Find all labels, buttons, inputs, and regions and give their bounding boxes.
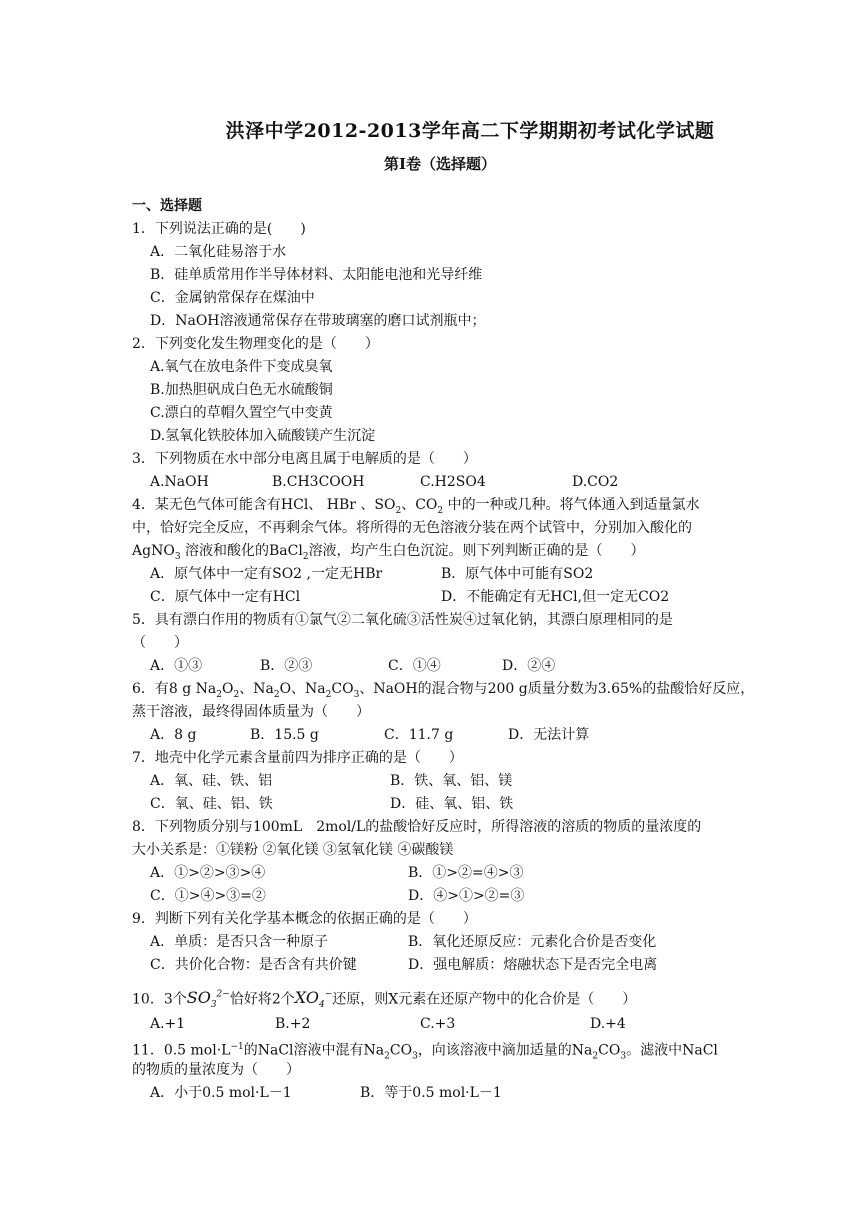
option-d: D．不能确定有无HCl,但一定无CO2: [441, 589, 670, 605]
option-b: B.加热胆矾成白色无水硫酸铜: [150, 382, 333, 398]
option-d: D.+4: [590, 1016, 626, 1032]
option-c: C.+3: [420, 1016, 456, 1032]
question-3: [132, 448, 732, 494]
option-d: D．强电解质：熔融状态下是否完全电离: [408, 957, 658, 973]
question-stem-line-2: 大小关系是：①镁粉 ②氧化镁 ③氢氧化镁 ④碳酸镁: [132, 842, 454, 858]
option-c: C．金属钠常保存在煤油中: [150, 290, 315, 306]
option-b: B．铁、氧、铝、镁: [390, 773, 513, 789]
options-row: [132, 724, 732, 747]
sulfite-formula: $SO_3^{2-}$: [186, 988, 230, 1011]
option-a: A．①③: [150, 658, 203, 674]
options-row: [132, 793, 732, 816]
question-9: [132, 908, 732, 977]
options-row: [132, 1082, 732, 1105]
exam-content: [132, 195, 755, 1105]
question-11: [132, 1036, 732, 1105]
option-d: D．②④: [502, 658, 556, 674]
options-row: [132, 655, 732, 678]
option-a: A．①>②>③>④: [150, 865, 266, 881]
question-stem: 2．下列变化发生物理变化的是（ ）: [132, 336, 379, 352]
question-stem-line-2: 蒸干溶液，最终得固体质量为（ ）: [132, 704, 370, 720]
option-a: A．氧、硅、铁、铝: [150, 773, 273, 789]
option-d: D.氢氧化铁胶体加入硫酸镁产生沉淀: [150, 428, 376, 444]
question-stem-line-1: 6．有8 g $Na_2O_2$、$Na_2O$、$Na_2CO_3$、NaOH的混合物与200 g质量分数为3.65%的盐酸恰好反应，: [132, 681, 755, 700]
option-d: D．④>①>②=③: [408, 888, 525, 904]
option-c: C.漂白的草帽久置空气中变黄: [150, 405, 333, 421]
question-stem-line-2: 的物质的量浓度为（ ）: [132, 1062, 300, 1078]
option-c: C．共价化合物：是否含有共价键: [150, 957, 357, 973]
question-stem: 3．下列物质在水中部分电离且属于电解质的是（ ）: [132, 451, 477, 467]
options-row: [132, 1013, 732, 1036]
options-row: [132, 885, 732, 908]
question-7: [132, 747, 732, 816]
question-stem: 1．下列说法正确的是( ): [132, 221, 306, 237]
option-b: B．②③: [260, 658, 313, 674]
option-a: A．小于0.5 mol·L－1: [150, 1085, 292, 1101]
option-b: B.+2: [275, 1016, 311, 1032]
question-1: [132, 218, 732, 333]
question-5: [132, 609, 732, 678]
option-b: B．等于0.5 mol·L－1: [360, 1085, 502, 1101]
options-row: [132, 862, 732, 885]
question-stem-line-1: 11．0.5 $mol\cdot L^{-1}$的NaCl溶液中混有$Na_2CO_3$，向该溶液中滴加适量的$Na_2CO_3$。滤液中NaCl: [132, 1042, 718, 1062]
option-d: D．NaOH溶液通常保存在带玻璃塞的磨口试剂瓶中；: [150, 313, 486, 329]
options-row: [132, 563, 732, 586]
question-stem: 7．地壳中化学元素含量前四为排序正确的是（ ）: [132, 750, 463, 766]
question-stem-line-3: AgNO$_3$ 溶液和酸化的BaCl$_2$溶液，均产生白色沉淀。则下列判断正确的是（ ）: [132, 543, 645, 562]
option-a: A.+1: [150, 1016, 186, 1032]
options-row: [132, 931, 732, 954]
options-row: [132, 954, 732, 977]
question-10: [132, 977, 732, 1036]
option-c: C．①>④>③=②: [150, 888, 266, 904]
question-stem-line-1: 5．具有漂白作用的物质有①氯气②二氧化硫③活性炭④过氧化钠，其漂白原理相同的是: [132, 612, 673, 628]
xo4-formula: $XO_4^-$: [294, 988, 333, 1011]
option-c: C．氧、硅、铝、铁: [150, 796, 273, 812]
option-c: C.H2SO4: [420, 474, 486, 490]
question-stem-line-2: 中，恰好完全反应，不再剩余气体。将所得的无色溶液分装在两个试管中，分别加入酸化的: [132, 520, 692, 536]
question-6: [132, 678, 755, 747]
question-4: [132, 494, 732, 609]
volume-subtitle: 第I卷（选择题）: [383, 155, 497, 173]
question-8: [132, 816, 732, 908]
option-c: C．原气体中一定有HCl: [150, 589, 301, 605]
question-stem: 10．3个$SO_3^{2-}$恰好将2个$XO_4^-$还原，则X元素在还原产物中的化合价是（ ）: [132, 988, 637, 1011]
section-heading: 一、选择题: [132, 198, 202, 214]
question-stem-line-1: 4．某无色气体可能含有HCl、 HBr 、$SO_2$、$CO_2$ 中的一种或几种。将气体通入到适量氯水: [132, 497, 700, 516]
option-d: D．无法计算: [508, 727, 590, 743]
question-stem-line-1: 8．下列物质分别与100mL 2mol/L的盐酸恰好反应时，所得溶液的溶质的物质的量浓度的: [132, 819, 702, 835]
option-a: A．单质：是否只含一种原子: [150, 934, 329, 950]
option-b: B．15.5 g: [250, 727, 319, 743]
option-b: B．①>②=④>③: [408, 865, 524, 881]
question-2: [132, 333, 732, 448]
option-b: B．氧化还原反应：元素化合价是否变化: [408, 934, 657, 950]
options-row: [132, 471, 732, 494]
option-c: C．11.7 g: [384, 727, 454, 743]
option-c: C．①④: [388, 658, 441, 674]
option-a: A.NaOH: [150, 474, 209, 490]
option-b: B．原气体中可能有SO2: [441, 566, 594, 582]
option-a: A．原气体中一定有SO2 ,一定无HBr: [150, 566, 383, 582]
option-b: B.CH3COOH: [272, 474, 365, 490]
options-row: [132, 586, 732, 609]
option-d: D.CO2: [572, 474, 619, 490]
question-stem-line-2: （ ）: [132, 635, 188, 651]
option-a: A．二氧化硅易溶于水: [150, 244, 287, 260]
exam-title: 洪泽中学2012-2013学年高二下学期期初考试化学试题: [225, 120, 715, 142]
option-a: A.氧气在放电条件下变成臭氧: [150, 359, 333, 375]
option-d: D．硅、氧、铝、铁: [390, 796, 514, 812]
options-row: [132, 770, 732, 793]
question-stem: 9．判断下列有关化学基本概念的依据正确的是（ ）: [132, 911, 477, 927]
option-b: B．硅单质常用作半导体材料、太阳能电池和光导纤维: [150, 267, 483, 283]
option-a: A．8 g: [150, 727, 197, 743]
